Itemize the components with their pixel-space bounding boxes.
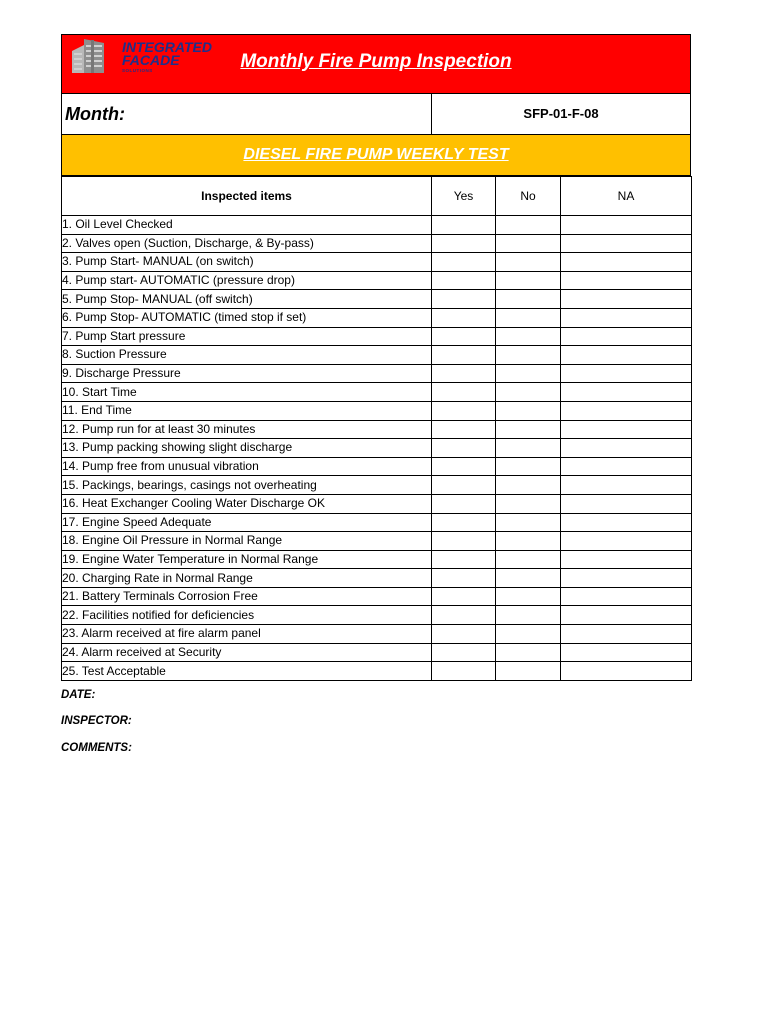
date-label: DATE: <box>61 688 96 701</box>
na-checkbox-cell[interactable] <box>561 308 692 327</box>
no-checkbox-cell[interactable] <box>496 420 561 439</box>
no-checkbox-cell[interactable] <box>496 569 561 588</box>
yes-checkbox-cell[interactable] <box>432 625 496 644</box>
na-checkbox-cell[interactable] <box>561 216 692 235</box>
table-row <box>62 439 692 458</box>
table-row <box>62 401 692 420</box>
yes-checkbox-cell[interactable] <box>432 290 496 309</box>
inspection-item-label: 17. Engine Speed Adequate <box>62 513 432 532</box>
yes-checkbox-cell[interactable] <box>432 308 496 327</box>
inspection-item-label: 24. Alarm received at Security <box>62 643 432 662</box>
table-row <box>62 494 692 513</box>
table-row <box>62 550 692 569</box>
no-checkbox-cell[interactable] <box>496 383 561 402</box>
inspection-item-label: 22. Facilities notified for deficiencies <box>62 606 432 625</box>
na-checkbox-cell[interactable] <box>561 439 692 458</box>
column-header-no: No <box>496 177 561 216</box>
yes-checkbox-cell[interactable] <box>432 327 496 346</box>
table-row <box>62 457 692 476</box>
inspection-sheet <box>61 34 691 764</box>
na-checkbox-cell[interactable] <box>561 401 692 420</box>
yes-checkbox-cell[interactable] <box>432 420 496 439</box>
yes-checkbox-cell[interactable] <box>432 364 496 383</box>
no-checkbox-cell[interactable] <box>496 457 561 476</box>
yes-checkbox-cell[interactable] <box>432 216 496 235</box>
inspection-table <box>61 176 692 681</box>
na-checkbox-cell[interactable] <box>561 625 692 644</box>
inspection-item-label: 14. Pump free from unusual vibration <box>62 457 432 476</box>
yes-checkbox-cell[interactable] <box>432 513 496 532</box>
table-row <box>62 606 692 625</box>
no-checkbox-cell[interactable] <box>496 346 561 365</box>
na-checkbox-cell[interactable] <box>561 494 692 513</box>
no-checkbox-cell[interactable] <box>496 327 561 346</box>
yes-checkbox-cell[interactable] <box>432 476 496 495</box>
table-row <box>62 420 692 439</box>
yes-checkbox-cell[interactable] <box>432 494 496 513</box>
inspection-item-label: 6. Pump Stop- AUTOMATIC (timed stop if set) <box>62 308 432 327</box>
no-checkbox-cell[interactable] <box>496 550 561 569</box>
no-checkbox-cell[interactable] <box>496 308 561 327</box>
na-checkbox-cell[interactable] <box>561 420 692 439</box>
table-row <box>62 513 692 532</box>
inspection-item-label: 11. End Time <box>62 401 432 420</box>
inspection-item-label: 18. Engine Oil Pressure in Normal Range <box>62 532 432 551</box>
yes-checkbox-cell[interactable] <box>432 606 496 625</box>
no-checkbox-cell[interactable] <box>496 439 561 458</box>
na-checkbox-cell[interactable] <box>561 643 692 662</box>
yes-checkbox-cell[interactable] <box>432 271 496 290</box>
yes-checkbox-cell[interactable] <box>432 587 496 606</box>
inspection-item-label: 4. Pump start- AUTOMATIC (pressure drop) <box>62 271 432 290</box>
section-banner <box>61 135 691 176</box>
column-header-yes: Yes <box>432 177 496 216</box>
no-checkbox-cell[interactable] <box>496 290 561 309</box>
inspection-item-label: 1. Oil Level Checked <box>62 216 432 235</box>
no-checkbox-cell[interactable] <box>496 216 561 235</box>
table-row <box>62 625 692 644</box>
no-checkbox-cell[interactable] <box>496 662 561 681</box>
no-checkbox-cell[interactable] <box>496 643 561 662</box>
table-row <box>62 643 692 662</box>
table-row <box>62 290 692 309</box>
signoff-section <box>61 685 691 765</box>
no-checkbox-cell[interactable] <box>496 513 561 532</box>
na-checkbox-cell[interactable] <box>561 457 692 476</box>
na-checkbox-cell[interactable] <box>561 476 692 495</box>
na-checkbox-cell[interactable] <box>561 253 692 272</box>
table-row <box>62 383 692 402</box>
na-checkbox-cell[interactable] <box>561 513 692 532</box>
inspection-item-label: 10. Start Time <box>62 383 432 402</box>
table-row <box>62 234 692 253</box>
no-checkbox-cell[interactable] <box>496 476 561 495</box>
na-checkbox-cell[interactable] <box>561 606 692 625</box>
yes-checkbox-cell[interactable] <box>432 253 496 272</box>
table-row <box>62 662 692 681</box>
table-row <box>62 476 692 495</box>
inspection-item-label: 19. Engine Water Temperature in Normal Range <box>62 550 432 569</box>
logo-line-2: FACADE <box>122 52 180 68</box>
yes-checkbox-cell[interactable] <box>432 643 496 662</box>
logo-line-1: INTEGRATED <box>122 39 212 55</box>
inspection-item-label: 9. Discharge Pressure <box>62 364 432 383</box>
inspection-item-label: 21. Battery Terminals Corrosion Free <box>62 587 432 606</box>
month-label: Month: <box>62 94 432 134</box>
column-header-items: Inspected items <box>62 177 432 216</box>
na-checkbox-cell[interactable] <box>561 587 692 606</box>
yes-checkbox-cell[interactable] <box>432 457 496 476</box>
yes-checkbox-cell[interactable] <box>432 346 496 365</box>
inspection-item-label: 25. Test Acceptable <box>62 662 432 681</box>
table-row <box>62 253 692 272</box>
logo-tagline: SOLUTIONS <box>122 68 153 73</box>
yes-checkbox-cell[interactable] <box>432 401 496 420</box>
inspection-item-label: 7. Pump Start pressure <box>62 327 432 346</box>
no-checkbox-cell[interactable] <box>496 271 561 290</box>
na-checkbox-cell[interactable] <box>561 569 692 588</box>
inspection-item-label: 12. Pump run for at least 30 minutes <box>62 420 432 439</box>
yes-checkbox-cell[interactable] <box>432 569 496 588</box>
no-checkbox-cell[interactable] <box>496 587 561 606</box>
inspection-item-label: 8. Suction Pressure <box>62 346 432 365</box>
no-checkbox-cell[interactable] <box>496 234 561 253</box>
na-checkbox-cell[interactable] <box>561 550 692 569</box>
yes-checkbox-cell[interactable] <box>432 662 496 681</box>
yes-checkbox-cell[interactable] <box>432 550 496 569</box>
no-checkbox-cell[interactable] <box>496 532 561 551</box>
inspection-item-label: 23. Alarm received at fire alarm panel <box>62 625 432 644</box>
na-checkbox-cell[interactable] <box>561 662 692 681</box>
table-row <box>62 364 692 383</box>
na-checkbox-cell[interactable] <box>561 532 692 551</box>
month-row <box>61 94 691 135</box>
yes-checkbox-cell[interactable] <box>432 439 496 458</box>
form-code: SFP-01-F-08 <box>523 106 599 121</box>
no-checkbox-cell[interactable] <box>496 253 561 272</box>
no-checkbox-cell[interactable] <box>496 625 561 644</box>
no-checkbox-cell[interactable] <box>496 606 561 625</box>
na-checkbox-cell[interactable] <box>561 327 692 346</box>
inspection-item-label: 13. Pump packing showing slight discharge <box>62 439 432 458</box>
yes-checkbox-cell[interactable] <box>432 234 496 253</box>
inspector-label: INSPECTOR: <box>61 715 132 728</box>
yes-checkbox-cell[interactable] <box>432 532 496 551</box>
na-checkbox-cell[interactable] <box>561 290 692 309</box>
inspection-item-label: 15. Packings, bearings, casings not overheating <box>62 476 432 495</box>
inspection-item-label: 16. Heat Exchanger Cooling Water Discharge OK <box>62 494 432 513</box>
na-checkbox-cell[interactable] <box>561 383 692 402</box>
table-header-row <box>62 177 692 216</box>
inspection-item-label: 2. Valves open (Suction, Discharge, & By-pass) <box>62 234 432 253</box>
no-checkbox-cell[interactable] <box>496 401 561 420</box>
page-title: Monthly Fire Pump Inspection <box>240 51 512 72</box>
inspection-item-label: 5. Pump Stop- MANUAL (off switch) <box>62 290 432 309</box>
table-row <box>62 532 692 551</box>
table-row <box>62 216 692 235</box>
section-title: DIESEL FIRE PUMP WEEKLY TEST <box>243 146 509 163</box>
no-checkbox-cell[interactable] <box>496 494 561 513</box>
header-banner <box>61 34 691 94</box>
table-row <box>62 271 692 290</box>
no-checkbox-cell[interactable] <box>496 364 561 383</box>
na-checkbox-cell[interactable] <box>561 271 692 290</box>
yes-checkbox-cell[interactable] <box>432 383 496 402</box>
inspection-item-label: 3. Pump Start- MANUAL (on switch) <box>62 253 432 272</box>
column-header-na: NA <box>561 177 692 216</box>
na-checkbox-cell[interactable] <box>561 364 692 383</box>
inspection-item-label: 20. Charging Rate in Normal Range <box>62 569 432 588</box>
table-row <box>62 327 692 346</box>
table-row <box>62 587 692 606</box>
comments-label: COMMENTS: <box>61 741 132 754</box>
na-checkbox-cell[interactable] <box>561 346 692 365</box>
table-row <box>62 308 692 327</box>
na-checkbox-cell[interactable] <box>561 234 692 253</box>
table-row <box>62 346 692 365</box>
table-row <box>62 569 692 588</box>
